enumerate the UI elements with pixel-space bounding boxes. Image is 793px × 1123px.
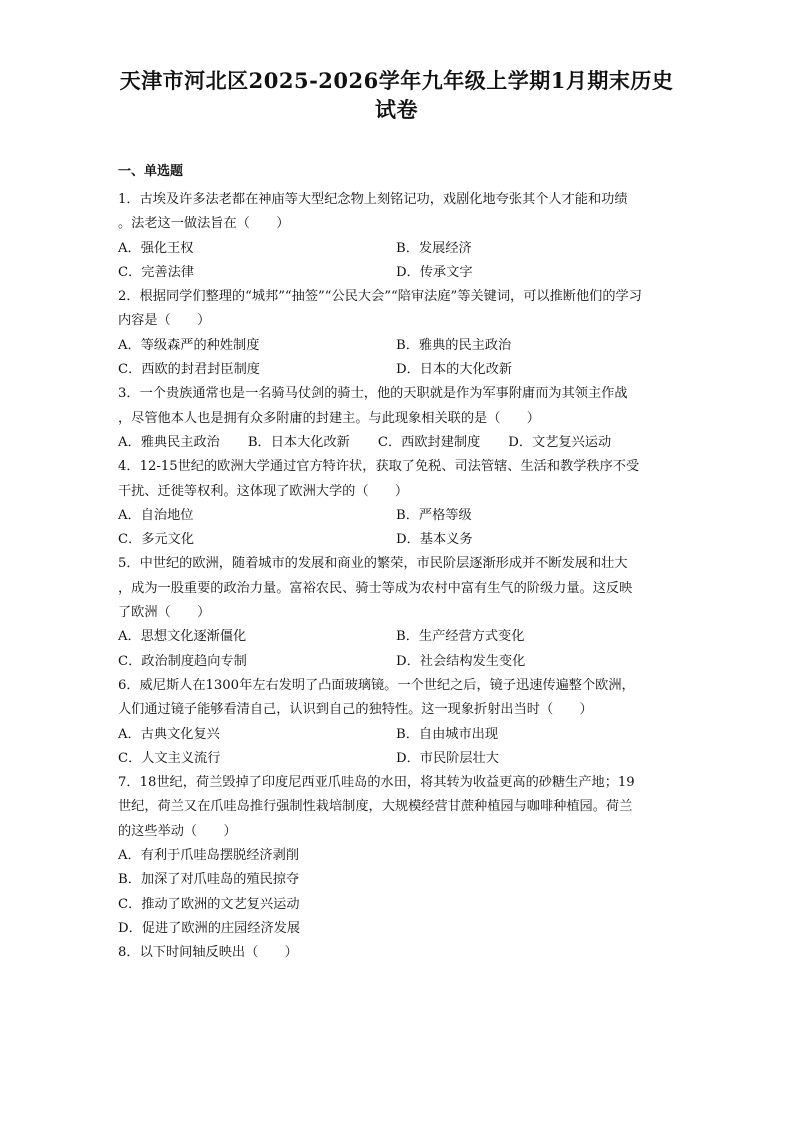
option-c[interactable]: C．西欧封建制度 [377,434,481,450]
question-stem-line: 6．威尼斯人在1300年左右发明了凸面玻璃镜。一个世纪之后，镜子迅速传遍整个欧洲， [118,677,635,693]
option-a[interactable]: A．雅典民主政治 [118,434,220,450]
question-7 [118,771,670,941]
option-b[interactable]: B．生产经营方式变化 [396,629,525,645]
answer-options [118,504,670,553]
question-stem-line: 人们通过镜子能够看清自己，认识到自己的独特性。这一现象折射出当时（ ） [118,702,593,718]
question-stem-line: 内容是（ ） [118,313,211,329]
question-stem-line: 2．根据同学们整理的“城邦”“抽签”“公民大会”“陪审法庭”等关键词，可以推断他们的学习 [118,289,642,305]
question-stem-line: ，尽管他本人也是拥有众多附庸的封建主。与此现象相关联的是（ ） [118,410,540,426]
answer-options [118,334,670,383]
option-c[interactable]: C．西欧的封君封臣制度 [118,362,260,378]
question-stem-line: 4．12-15世纪的欧洲大学通过官方特许状，获取了免税、司法管辖、生活和教学秩序不受 [118,459,640,475]
question-stem-line: 世纪，荷兰又在爪哇岛推行强制性栽培制度，大规模经营甘蔗种植园与咖啡种植园。荷兰 [118,799,633,815]
question-2 [118,285,670,382]
section-heading: 一、单选题 [118,164,184,179]
option-a[interactable]: A．思想文化逐渐僵化 [118,629,247,645]
option-b[interactable]: B．严格等级 [396,507,472,523]
question-4 [118,455,670,552]
option-a[interactable]: A．等级森严的种姓制度 [118,337,260,353]
answer-options [118,625,670,674]
option-c[interactable]: C．人文主义流行 [118,750,221,766]
option-d[interactable]: D．传承文字 [396,264,473,280]
question-stem-line: 3．一个贵族通常也是一名骑马仗剑的骑士，他的天职就是作为军事附庸而为其领主作战 [118,386,628,402]
option-d[interactable]: D．市民阶层壮大 [396,750,499,766]
option-d[interactable]: D．促进了欧洲的庄园经济发展 [118,920,301,936]
question-6 [118,674,670,771]
option-a[interactable]: A．强化王权 [118,240,194,256]
question-3 [118,382,670,455]
option-c[interactable]: C．政治制度趋向专制 [118,653,247,669]
title-line-1: 天津市河北区2025-2026学年九年级上学期1月期末历史 [119,68,674,93]
document-title [110,66,683,124]
option-b[interactable]: B．发展经济 [396,240,472,256]
question-8 [118,941,670,965]
question-1 [118,188,670,285]
option-d[interactable]: D．文艺复兴运动 [508,434,612,450]
answer-options [118,237,670,286]
option-b[interactable]: B．日本大化改新 [247,434,350,450]
option-c[interactable]: C．推动了欧洲的文艺复兴运动 [118,896,300,912]
question-5 [118,552,670,673]
answer-options [118,431,670,455]
question-stem-line: 1．古埃及许多法老都在神庙等大型纪念物上刻铭记功，戏剧化地夸张其个人才能和功绩 [118,192,628,207]
option-c[interactable]: C．完善法律 [118,264,195,280]
option-b[interactable]: B．雅典的民主政治 [396,337,512,353]
question-stem-line: 了欧洲（ ） [118,605,211,621]
question-stem-line: 的这些举动（ ） [118,823,237,839]
question-stem-line: ，成为一股重要的政治力量。富裕农民、骑士等成为农村中富有生气的阶级力量。这反映 [118,580,633,596]
option-b[interactable]: B．加深了对爪哇岛的殖民掠夺 [118,872,300,888]
question-stem-line: 干扰、迁徙等权利。这体现了欧洲大学的（ ） [118,483,409,499]
option-d[interactable]: D．社会结构发生变化 [396,653,526,669]
answer-options [118,723,670,772]
option-c[interactable]: C．多元文化 [118,532,195,548]
option-a[interactable]: A．自治地位 [118,507,194,523]
question-stem-line: 。法老这一做法旨在（ ） [118,216,290,232]
option-d[interactable]: D．日本的大化改新 [396,362,513,378]
option-a[interactable]: A．古典文化复兴 [118,726,220,742]
option-a[interactable]: A．有利于爪哇岛摆脱经济剥削 [118,848,299,864]
option-d[interactable]: D．基本义务 [396,532,473,548]
option-b[interactable]: B．自由城市出现 [396,726,499,742]
answer-options [118,844,670,941]
question-stem-line: 5．中世纪的欧洲，随着城市的发展和商业的繁荣，市民阶层逐渐形成并不断发展和壮大 [118,556,628,572]
question-stem-line: 7．18世纪，荷兰毁掉了印度尼西亚爪哇岛的水田，将其转为收益更高的砂糖生产地；19 [118,775,635,791]
question-stem-line: 8．以下时间轴反映出（ ） [118,945,298,961]
title-line-2: 试卷 [375,97,418,122]
question-list [118,188,670,966]
